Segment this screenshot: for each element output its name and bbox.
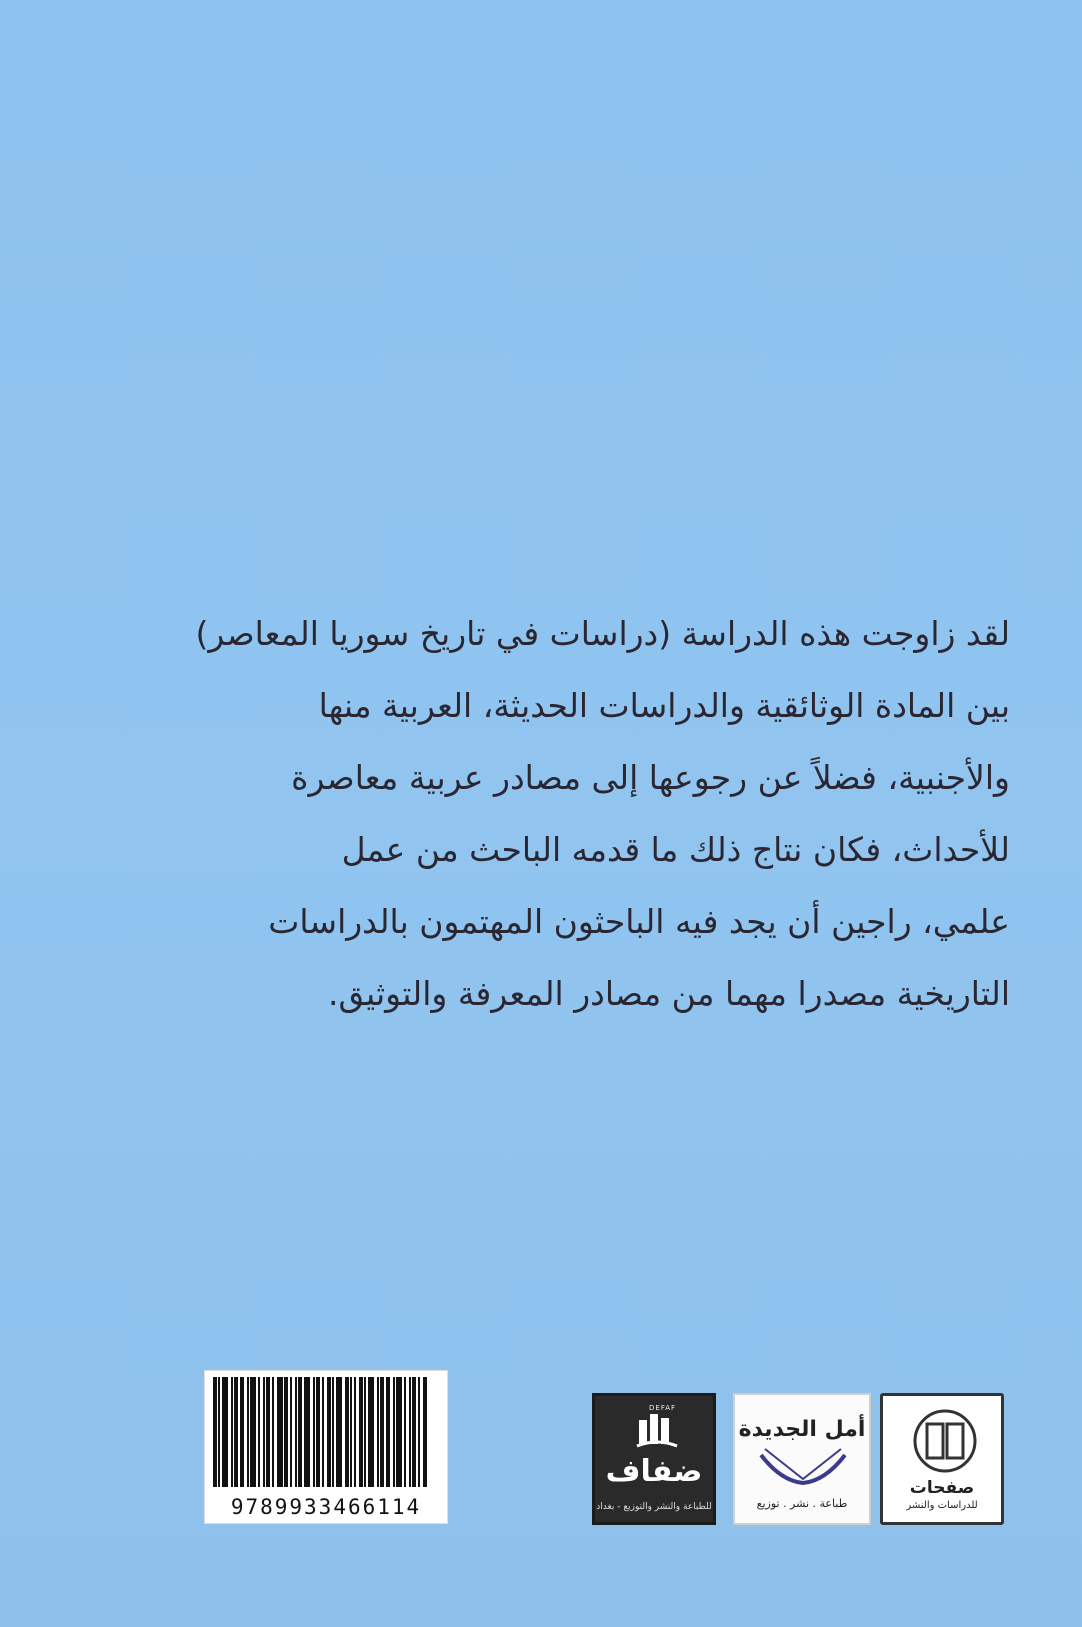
difaf-name: ضفاف <box>605 1454 703 1489</box>
safahat-tagline: للدراسات والنشر <box>906 1500 978 1511</box>
blurb-line: علمي، راجين أن يجد فيه الباحثون المهتمون بالدراسات <box>268 902 1010 941</box>
blurb-text <box>195 598 1010 1030</box>
amal-publisher-logo <box>733 1393 871 1525</box>
blurb-line: لقد زاوجت هذه الدراسة (دراسات في تاريخ سوريا المعاصر) <box>195 614 1010 653</box>
amal-tagline: طباعة . نشر . توزيع <box>756 1497 848 1510</box>
blurb-line: للأحداث، فكان نتاج ذلك ما قدمه الباحث من عمل <box>341 830 1010 869</box>
isbn-number: 9789933466114 <box>230 1495 422 1519</box>
difaf-tagline: للطباعة والنشر والتوزيع - بغداد <box>596 1502 712 1512</box>
books-icon <box>635 1410 679 1450</box>
blurb-line: التاريخية مصدرا مهما من مصادر المعرفة والتوثيق. <box>328 974 1010 1013</box>
difaf-latin: DEFAF <box>649 1404 677 1412</box>
amal-name: أمل الجديدة <box>738 1417 866 1442</box>
open-book-icon <box>755 1445 851 1489</box>
isbn-barcode <box>204 1370 448 1524</box>
blurb-line: بين المادة الوثائقية والدراسات الحديثة، العربية منها <box>318 686 1010 725</box>
barcode-bars <box>213 1377 439 1487</box>
safahat-name: صفحات <box>909 1478 975 1498</box>
book-emblem-icon <box>901 1406 989 1476</box>
difaf-publisher-logo <box>592 1393 716 1525</box>
blurb-line: والأجنبية، فضلاً عن رجوعها إلى مصادر عربية معاصرة <box>291 758 1010 797</box>
safahat-publisher-logo <box>880 1393 1004 1525</box>
